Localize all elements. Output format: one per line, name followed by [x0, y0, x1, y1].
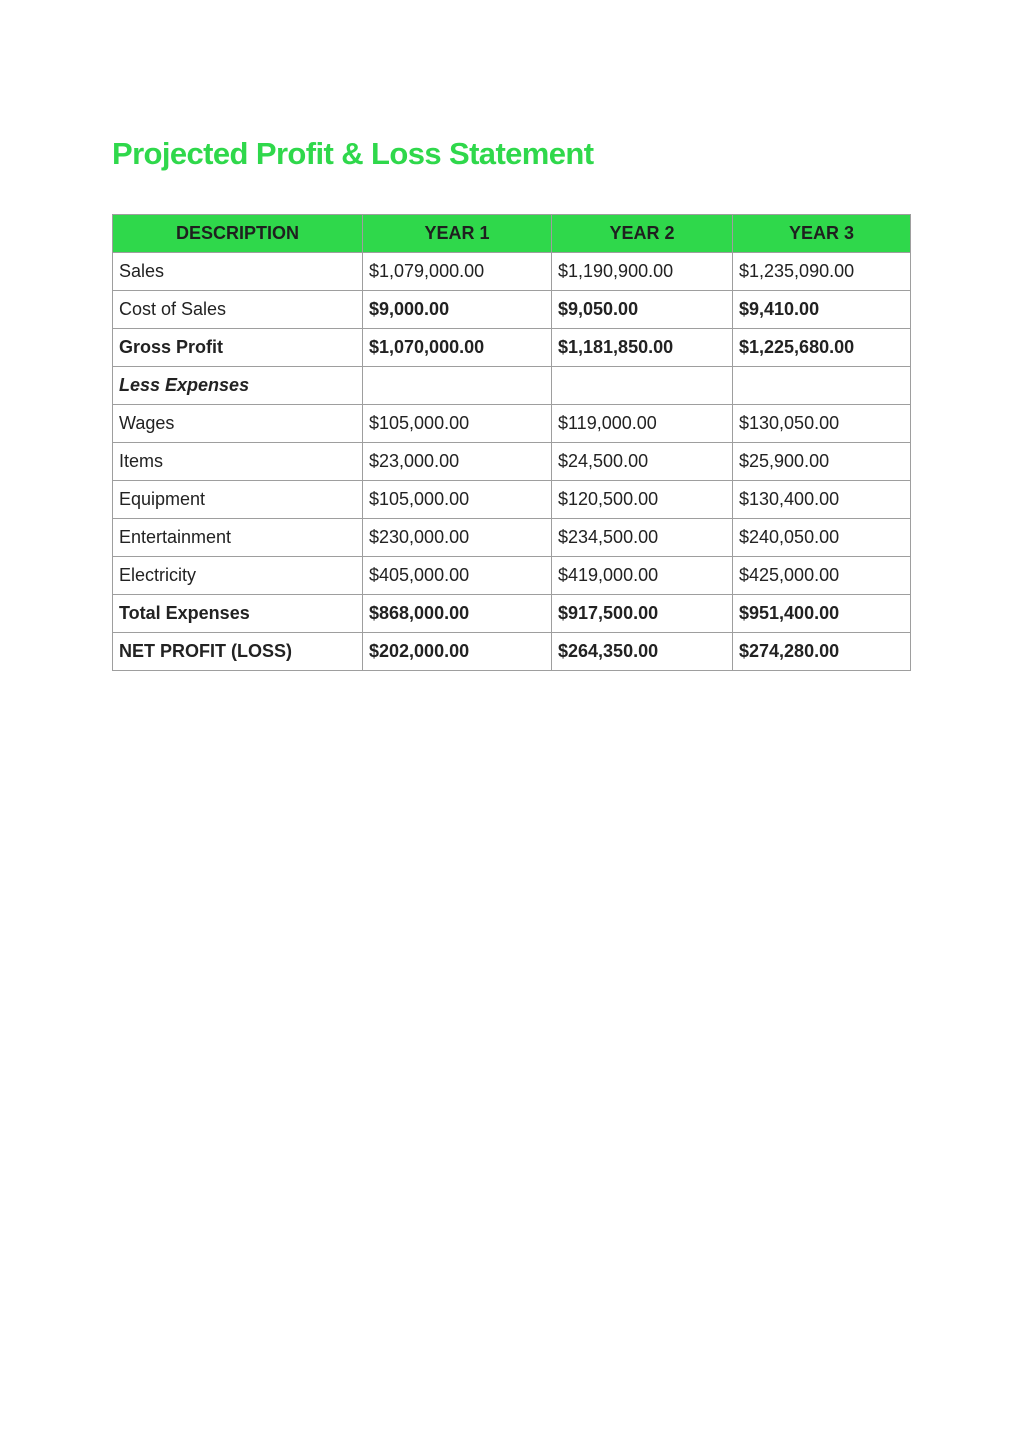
cell-year-1 — [363, 367, 552, 405]
cell-year-3: $274,280.00 — [733, 633, 911, 671]
row-label: Cost of Sales — [113, 291, 363, 329]
table-row-sales — [113, 253, 911, 291]
cell-year-3: $25,900.00 — [733, 443, 911, 481]
table-row-electricity — [113, 557, 911, 595]
cell-year-2: $120,500.00 — [552, 481, 733, 519]
cell-year-1: $105,000.00 — [363, 405, 552, 443]
cell-year-1: $9,000.00 — [363, 291, 552, 329]
cell-year-1: $105,000.00 — [363, 481, 552, 519]
cell-year-2: $1,190,900.00 — [552, 253, 733, 291]
cell-year-3: $9,410.00 — [733, 291, 911, 329]
row-label: Sales — [113, 253, 363, 291]
header-year-2: YEAR 2 — [552, 215, 733, 253]
cell-year-3: $240,050.00 — [733, 519, 911, 557]
cell-year-1: $202,000.00 — [363, 633, 552, 671]
cell-year-2: $9,050.00 — [552, 291, 733, 329]
cell-year-3: $1,235,090.00 — [733, 253, 911, 291]
row-label: Items — [113, 443, 363, 481]
row-label: Entertainment — [113, 519, 363, 557]
header-year-1: YEAR 1 — [363, 215, 552, 253]
page-title: Projected Profit & Loss Statement — [112, 136, 594, 171]
cell-year-2: $119,000.00 — [552, 405, 733, 443]
cell-year-3: $951,400.00 — [733, 595, 911, 633]
cell-year-2: $419,000.00 — [552, 557, 733, 595]
cell-year-1: $405,000.00 — [363, 557, 552, 595]
cell-year-3: $425,000.00 — [733, 557, 911, 595]
table-row-wages — [113, 405, 911, 443]
table-row-equipment — [113, 481, 911, 519]
cell-year-1: $868,000.00 — [363, 595, 552, 633]
profit-loss-table — [112, 214, 911, 671]
table-row-less-expenses — [113, 367, 911, 405]
cell-year-2: $1,181,850.00 — [552, 329, 733, 367]
cell-year-2 — [552, 367, 733, 405]
cell-year-1: $1,079,000.00 — [363, 253, 552, 291]
row-label: Total Expenses — [113, 595, 363, 633]
cell-year-3: $130,400.00 — [733, 481, 911, 519]
cell-year-3: $1,225,680.00 — [733, 329, 911, 367]
table-row-cost-of-sales — [113, 291, 911, 329]
row-label: Less Expenses — [113, 367, 363, 405]
cell-year-2: $264,350.00 — [552, 633, 733, 671]
cell-year-1: $230,000.00 — [363, 519, 552, 557]
cell-year-1: $23,000.00 — [363, 443, 552, 481]
cell-year-2: $24,500.00 — [552, 443, 733, 481]
table-row-total-expenses — [113, 595, 911, 633]
cell-year-2: $234,500.00 — [552, 519, 733, 557]
cell-year-1: $1,070,000.00 — [363, 329, 552, 367]
table-row-entertainment — [113, 519, 911, 557]
row-label: Wages — [113, 405, 363, 443]
cell-year-3 — [733, 367, 911, 405]
header-description: DESCRIPTION — [113, 215, 363, 253]
table-row-gross-profit — [113, 329, 911, 367]
row-label: Electricity — [113, 557, 363, 595]
row-label: Equipment — [113, 481, 363, 519]
header-year-3: YEAR 3 — [733, 215, 911, 253]
table-header-row — [113, 215, 911, 253]
table-row-net-profit — [113, 633, 911, 671]
cell-year-2: $917,500.00 — [552, 595, 733, 633]
row-label: NET PROFIT (LOSS) — [113, 633, 363, 671]
table-row-items — [113, 443, 911, 481]
row-label: Gross Profit — [113, 329, 363, 367]
cell-year-3: $130,050.00 — [733, 405, 911, 443]
